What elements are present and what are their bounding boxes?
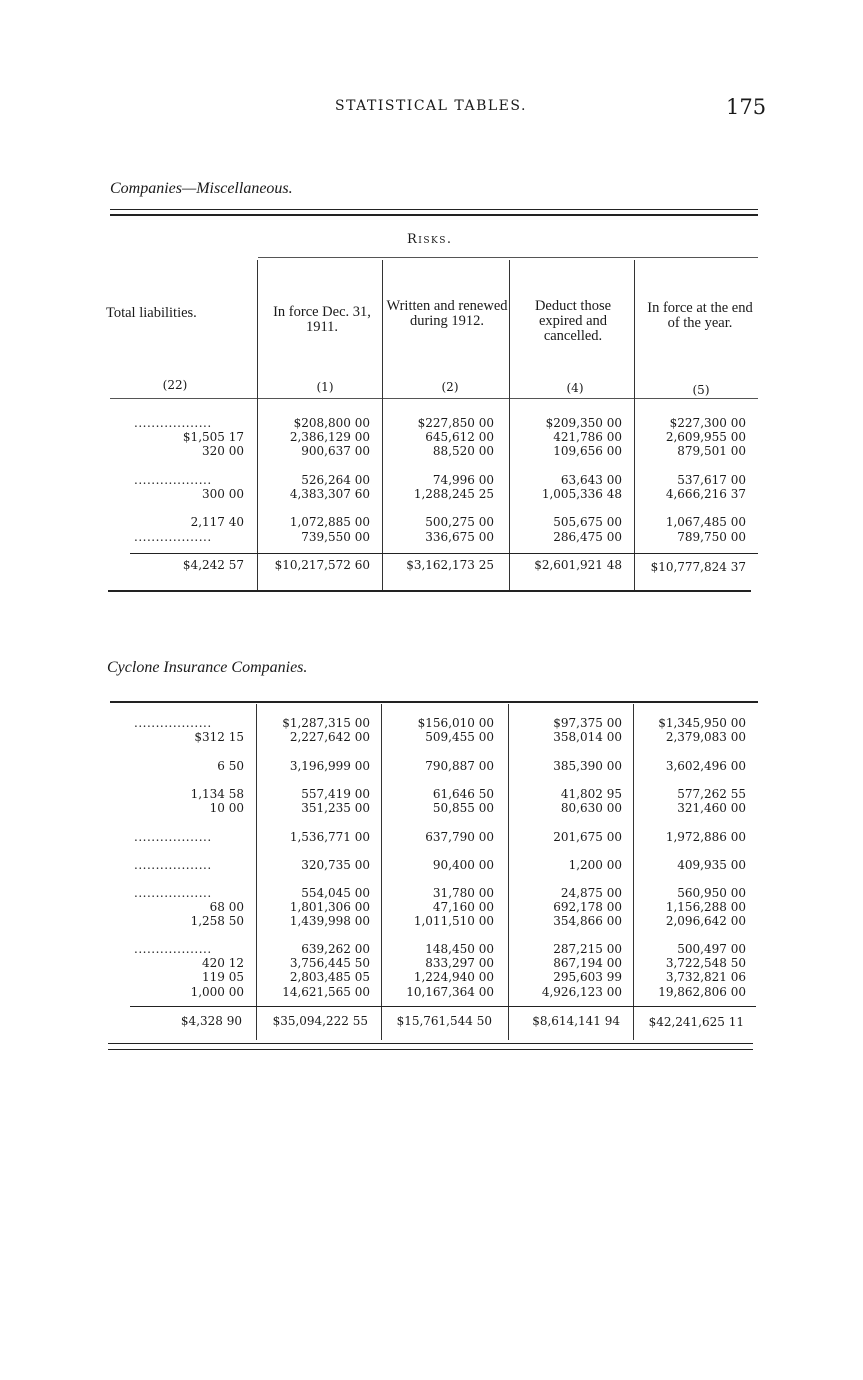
table-cell: 385,390 00 bbox=[553, 759, 622, 773]
table-cell: 201,675 00 bbox=[553, 830, 622, 844]
table-cell: 354,866 00 bbox=[553, 914, 622, 928]
table-cell: 500,497 00 bbox=[677, 942, 746, 956]
table1-col-total-liabilities: Total liabilities. bbox=[106, 305, 197, 321]
table-cell: 1,011,510 00 bbox=[413, 914, 494, 928]
table-cell: 1,134 58 bbox=[190, 787, 244, 801]
table-cell: 526,264 00 bbox=[301, 473, 370, 487]
table-cell: 286,475 00 bbox=[553, 530, 622, 544]
running-head: STATISTICAL TABLES. bbox=[335, 98, 527, 114]
table-cell: 47,160 00 bbox=[432, 900, 494, 914]
table-cell: $156,010 00 bbox=[417, 716, 494, 730]
table-cell: .................. bbox=[134, 942, 212, 956]
table1-header-rule bbox=[110, 398, 758, 399]
table1-total-rule bbox=[130, 553, 758, 554]
table-cell: .................. bbox=[134, 416, 212, 430]
table1-top-rule-2 bbox=[110, 214, 758, 216]
table-cell: 1,972,886 00 bbox=[665, 830, 746, 844]
table-cell: 80,630 00 bbox=[560, 801, 622, 815]
table-cell: .................. bbox=[134, 886, 212, 900]
table1-total-col5: $10,777,824 37 bbox=[650, 560, 746, 574]
table-cell: 2,386,129 00 bbox=[289, 430, 370, 444]
table-cell: 879,501 00 bbox=[677, 444, 746, 458]
table1-total-col2: $3,162,173 25 bbox=[406, 558, 494, 572]
table1-group-header: Risks. bbox=[407, 232, 453, 247]
table1-colnum-4: (4) bbox=[566, 381, 584, 395]
table-cell: $208,800 00 bbox=[293, 416, 370, 430]
table-cell: 321,460 00 bbox=[677, 801, 746, 815]
table-cell: .................. bbox=[134, 473, 212, 487]
table1-total-col1: $10,217,572 60 bbox=[274, 558, 370, 572]
table1-col-rule bbox=[257, 260, 258, 590]
table-cell: 1,156,288 00 bbox=[665, 900, 746, 914]
table-cell: 509,455 00 bbox=[425, 730, 494, 744]
table1-colnum-1: (1) bbox=[316, 380, 334, 394]
table-cell: 295,603 99 bbox=[553, 970, 622, 984]
table-cell: 41,802 95 bbox=[560, 787, 622, 801]
table-cell: .................. bbox=[134, 830, 212, 844]
table-cell: 692,178 00 bbox=[553, 900, 622, 914]
table-cell: 1,067,485 00 bbox=[665, 515, 746, 529]
table-cell: 505,675 00 bbox=[553, 515, 622, 529]
table-cell: 1,005,336 48 bbox=[541, 487, 622, 501]
table-cell: 3,602,496 00 bbox=[665, 759, 746, 773]
table-cell: 3,732,821 06 bbox=[665, 970, 746, 984]
table-cell: 1,801,306 00 bbox=[289, 900, 370, 914]
table-cell: 351,235 00 bbox=[301, 801, 370, 815]
table-cell: 4,383,307 60 bbox=[289, 487, 370, 501]
table2-col-rule bbox=[256, 704, 257, 1040]
table1-colnum-22: (22) bbox=[162, 378, 188, 392]
table-cell: 500,275 00 bbox=[425, 515, 494, 529]
table-cell: 1,200 00 bbox=[568, 858, 622, 872]
table1-col-rule bbox=[509, 260, 510, 590]
table-cell: 6 50 bbox=[217, 759, 244, 773]
table2-bottom-rule-2 bbox=[108, 1049, 753, 1050]
table-cell: 109,656 00 bbox=[553, 444, 622, 458]
table-cell: 68 00 bbox=[209, 900, 244, 914]
table1-caption: Companies—Miscellaneous. bbox=[110, 180, 293, 197]
table-cell: 560,950 00 bbox=[677, 886, 746, 900]
table-cell: 1,072,885 00 bbox=[289, 515, 370, 529]
table-cell: 2,803,485 05 bbox=[289, 970, 370, 984]
table2-caption: Cyclone Insurance Companies. bbox=[107, 659, 308, 676]
table-cell: 639,262 00 bbox=[301, 942, 370, 956]
table-cell: 900,637 00 bbox=[301, 444, 370, 458]
table-cell: $209,350 00 bbox=[545, 416, 622, 430]
table-cell: 867,194 00 bbox=[553, 956, 622, 970]
table-cell: 90,400 00 bbox=[432, 858, 494, 872]
table-cell: 1,000 00 bbox=[190, 985, 244, 999]
table-cell: 50,855 00 bbox=[432, 801, 494, 815]
table-cell: 557,419 00 bbox=[301, 787, 370, 801]
table-cell: 19,862,806 00 bbox=[658, 985, 746, 999]
table1-col-rule bbox=[382, 260, 383, 590]
page-number: 175 bbox=[726, 95, 767, 119]
table-cell: $312 15 bbox=[194, 730, 244, 744]
table-cell: 1,224,940 00 bbox=[413, 970, 494, 984]
table-cell: 577,262 55 bbox=[677, 787, 746, 801]
table-cell: 1,439,998 00 bbox=[289, 914, 370, 928]
table-cell: 88,520 00 bbox=[432, 444, 494, 458]
table-cell: 74,996 00 bbox=[432, 473, 494, 487]
table1-col-written-renewed: Written and renewed during 1912. bbox=[386, 298, 508, 329]
table-cell: $1,345,950 00 bbox=[658, 716, 746, 730]
table2-total-col1: $35,094,222 55 bbox=[272, 1014, 368, 1028]
table-cell: 1,288,245 25 bbox=[413, 487, 494, 501]
table-cell: 2,096,642 00 bbox=[665, 914, 746, 928]
table-cell: 790,887 00 bbox=[425, 759, 494, 773]
table-cell: $227,300 00 bbox=[669, 416, 746, 430]
table1-total-col22: $4,242 57 bbox=[182, 558, 244, 572]
table-cell: 24,875 00 bbox=[560, 886, 622, 900]
table-cell: 14,621,565 00 bbox=[282, 985, 370, 999]
table-cell: 739,550 00 bbox=[301, 530, 370, 544]
table-cell: 287,215 00 bbox=[553, 942, 622, 956]
table-cell: 320 00 bbox=[202, 444, 244, 458]
table-cell: 2,609,955 00 bbox=[665, 430, 746, 444]
table1-colnum-5: (5) bbox=[692, 383, 710, 397]
table-cell: 31,780 00 bbox=[432, 886, 494, 900]
table-cell: .................. bbox=[134, 858, 212, 872]
table-cell: $1,287,315 00 bbox=[282, 716, 370, 730]
table1-group-rule bbox=[258, 257, 758, 258]
table-cell: 3,196,999 00 bbox=[289, 759, 370, 773]
table-cell: 10 00 bbox=[209, 801, 244, 815]
table-cell: 320,735 00 bbox=[301, 858, 370, 872]
table-cell: 1,258 50 bbox=[190, 914, 244, 928]
table1-bottom-rule bbox=[108, 590, 751, 592]
table2-total-col4: $8,614,141 94 bbox=[532, 1014, 620, 1028]
table2-total-col2: $15,761,544 50 bbox=[396, 1014, 492, 1028]
table2-col-rule bbox=[508, 704, 509, 1040]
table-cell: 300 00 bbox=[202, 487, 244, 501]
table-cell: $227,850 00 bbox=[417, 416, 494, 430]
table-cell: 10,167,364 00 bbox=[406, 985, 494, 999]
table2-total-col5: $42,241,625 11 bbox=[648, 1015, 744, 1029]
table-cell: .................. bbox=[134, 530, 212, 544]
table-cell: 420 12 bbox=[202, 956, 244, 970]
table1-col-deduct-expired: Deduct those expired and cancelled. bbox=[534, 298, 612, 344]
table1-col-in-force-end: In force at the end of the year. bbox=[647, 300, 753, 331]
table-cell: 833,297 00 bbox=[425, 956, 494, 970]
table-cell: $1,505 17 bbox=[182, 430, 244, 444]
table2-total-rule bbox=[130, 1006, 756, 1007]
table-cell: 537,617 00 bbox=[677, 473, 746, 487]
table1-total-col4: $2,601,921 48 bbox=[534, 558, 622, 572]
table-cell: 789,750 00 bbox=[677, 530, 746, 544]
table-cell: 3,756,445 50 bbox=[289, 956, 370, 970]
table-cell: 119 05 bbox=[202, 970, 244, 984]
table2-top-rule bbox=[110, 701, 758, 703]
table-cell: 4,666,216 37 bbox=[665, 487, 746, 501]
table-cell: 2,227,642 00 bbox=[289, 730, 370, 744]
table1-top-rule bbox=[110, 209, 758, 210]
table-cell: 645,612 00 bbox=[425, 430, 494, 444]
table-cell: 409,935 00 bbox=[677, 858, 746, 872]
table-cell: .................. bbox=[134, 716, 212, 730]
table-cell: 637,790 00 bbox=[425, 830, 494, 844]
table2-col-rule bbox=[633, 704, 634, 1040]
table-cell: 3,722,548 50 bbox=[665, 956, 746, 970]
table-cell: 1,536,771 00 bbox=[289, 830, 370, 844]
table-cell: 2,117 40 bbox=[190, 515, 244, 529]
table2-total-col22: $4,328 90 bbox=[180, 1014, 242, 1028]
table-cell: 63,643 00 bbox=[560, 473, 622, 487]
table-cell: 61,646 50 bbox=[432, 787, 494, 801]
table-cell: 421,786 00 bbox=[553, 430, 622, 444]
table-cell: $97,375 00 bbox=[553, 716, 622, 730]
table-cell: 2,379,083 00 bbox=[665, 730, 746, 744]
table-cell: 358,014 00 bbox=[553, 730, 622, 744]
table2-col-rule bbox=[381, 704, 382, 1040]
table-cell: 148,450 00 bbox=[425, 942, 494, 956]
table-cell: 554,045 00 bbox=[301, 886, 370, 900]
table-cell: 4,926,123 00 bbox=[541, 985, 622, 999]
table1-col-rule bbox=[634, 260, 635, 590]
table-cell: 336,675 00 bbox=[425, 530, 494, 544]
table1-col-in-force-dec: In force Dec. 31, 1911. bbox=[273, 304, 371, 335]
table2-bottom-rule bbox=[108, 1043, 753, 1044]
table1-colnum-2: (2) bbox=[441, 380, 459, 394]
